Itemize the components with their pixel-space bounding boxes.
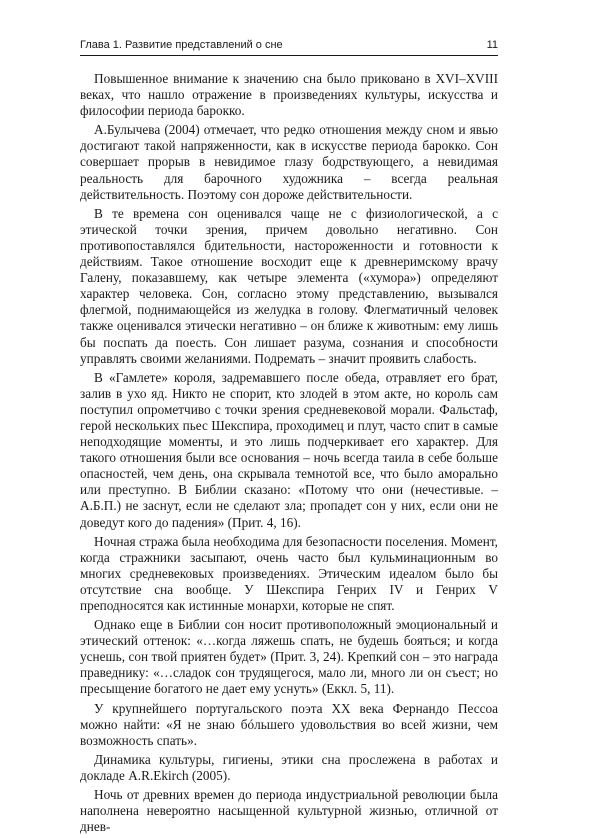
running-head (80, 35, 498, 56)
paragraph: Ночь от древних времен до периода индустриальной революции была наполнена невероятно насыщенной культурной жизнью, отличной от днев- (80, 787, 498, 835)
paragraph: Однако еще в Библии сон носит противоположный эмоциональный и этический оттенок: «…когда ляжешь спать, не будешь бояться; и когда уснешь, сон твой приятен будет» (Прит. 3, 24). Крепкий сон – это награда праведнику: «…сладок сон трудящегося, мало ли, много ли он съест; но пресыщение богатого не дает ему уснуть» (Еккл. 5, 11). (80, 617, 498, 697)
body-text (80, 71, 498, 838)
page-number: 11 (486, 39, 498, 51)
chapter-title: Глава 1. Развитие представлений о сне (80, 39, 283, 51)
paragraph: У крупнейшего португальского поэта XX века Фернандо Пессоа можно найти: «Я не знаю бóльшего удовольствия во всей жизни, чем возможность спать». (80, 700, 498, 748)
paragraph: В те времена сон оценивался чаще не с физиологической, а с этической точки зрения, причем довольно негативно. Сон противопоставлялся бдительности, настороженности и готовности к действиям. Такое отношение восходит еще к древнеримскому врачу Галену, показавшему, как четыре элемента («хумора») определяют характер человека. Сон, согласно этому представлению, вызывался флегмой, поднимающейся из желудка в голову. Флегматичный человек также оценивался этически негативно – он ближе к животным: ему лишь бы поспать да поесть. Сон лишает разума, сознания и способности управлять своими желаниями. Подремать – значит проявить слабость. (80, 205, 498, 366)
paragraph: Ночная стража была необходима для безопасности поселения. Момент, когда стражники засыпают, очень часто был кульминационным во многих средневековых произведениях. Этическим идеалом было бы отсутствие сна вообще. У Шекспира Генрих IV и Генрих V преподносятся как истинные монархи, которые не спят. (80, 533, 498, 613)
paragraph: Динамика культуры, гигиены, этики сна прослежена в работах и докладе A.R.Ekirch (2005). (80, 751, 498, 783)
paragraph: В «Гамлете» короля, задремавшего после обеда, отравляет его брат, залив в ухо яд. Никто не спорит, кто злодей в этом акте, но король сам поступил опрометчиво с точки зрения средневековой морали. Фальстаф, герой нескольких пьес Шекспира, проходимец и плут, часто спит в самые неподходящие моменты, и это лишь подчеркивает его характер. Для такого отношения были все основания – ночь всегда таила в себе больше опасностей, чем день, она скрывала темнотой все, что было аморально или преступно. В Библии сказано: «Потому что они (нечестивые. – А.Б.П.) не заснут, если не сделают зла; пропадет сон у них, если они не доведут кого до падения» (Прит. 4, 16). (80, 369, 498, 530)
paragraph: А.Булычева (2004) отмечает, что редко отношения между сном и явью достигают такой напряженности, как в искусстве периода барокко. Сон совершает прорыв в невидимое глазу бодрствующего, а невидимая реальность для барочного художника – всегда реальная действительность. Поэтому сон дороже действительности. (80, 122, 498, 202)
paragraph: Повышенное внимание к значению сна было приковано в XVI–XVIII веках, что нашло отражение в произведениях культуры, искусства и философии периода барокко. (80, 71, 498, 119)
